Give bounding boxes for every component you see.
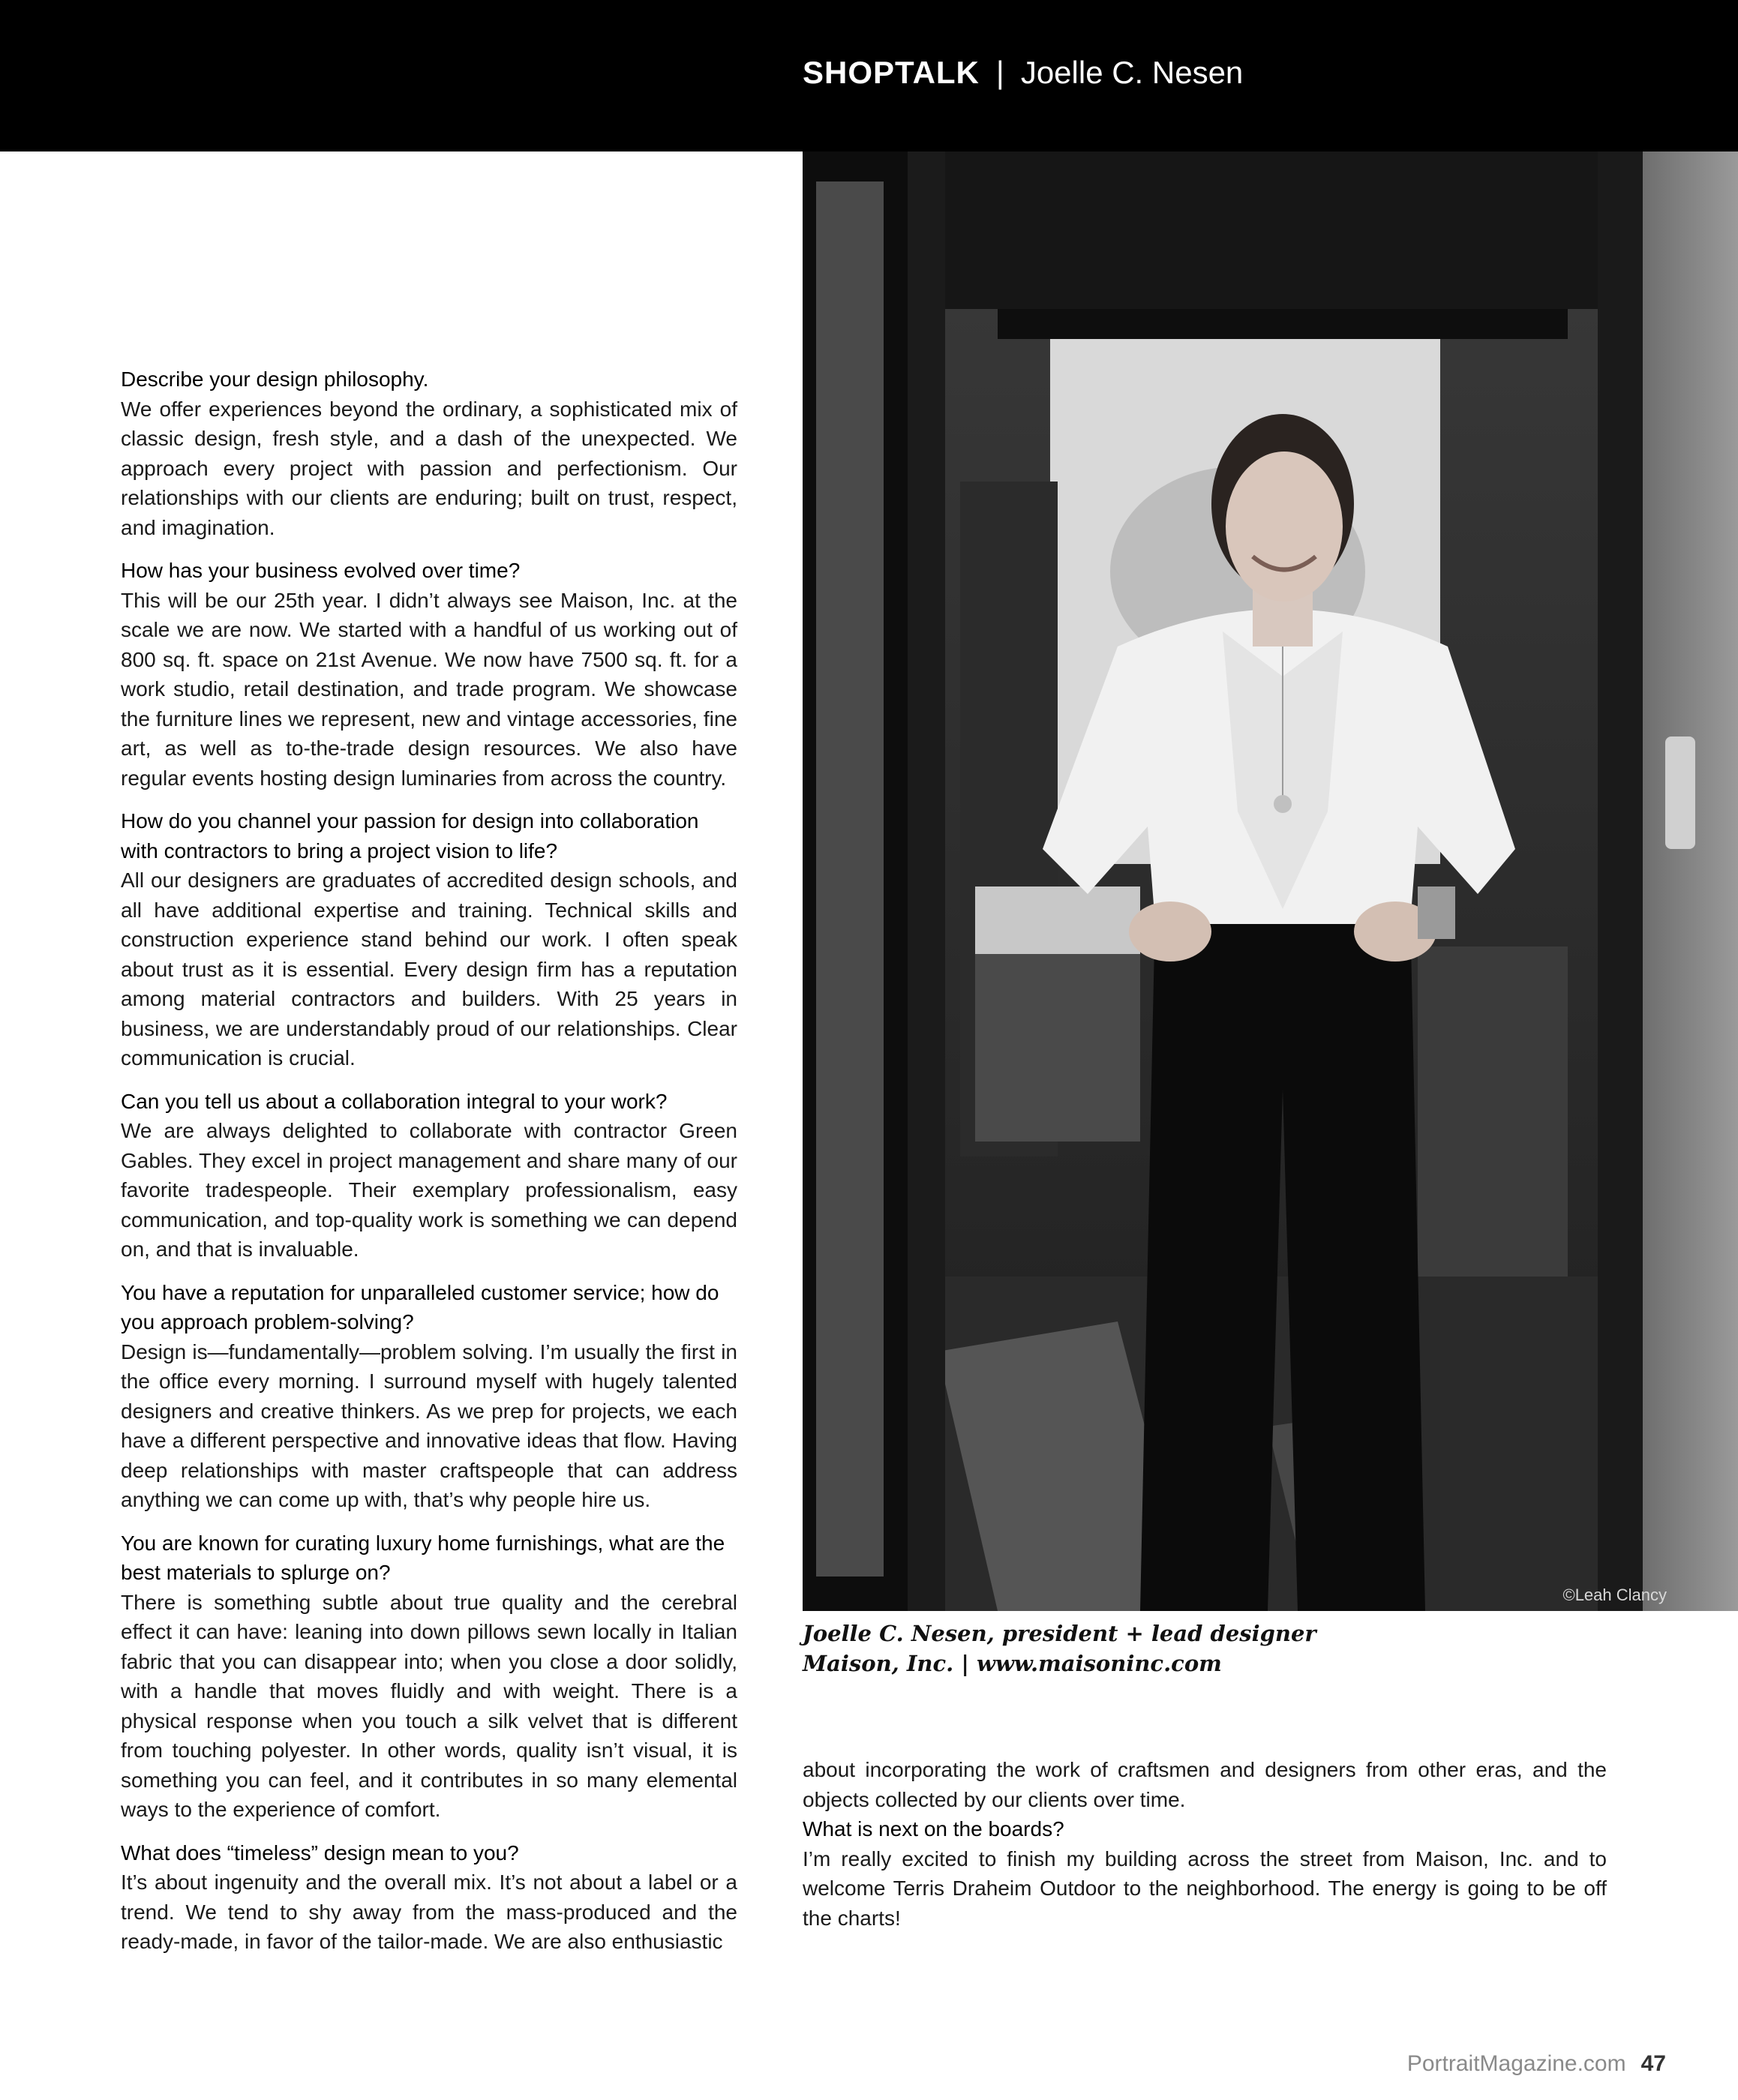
page-footer	[1407, 2051, 1666, 2077]
question: You are known for curating luxury home furnishings, what are the best materials to splurge on?	[121, 1531, 725, 1584]
profile-name: Joelle C. Nesen	[1020, 55, 1244, 90]
caption-line: Joelle C. Nesen, president + lead designer	[803, 1621, 1316, 1646]
right-column	[803, 1755, 1607, 1946]
answer: We offer experiences beyond the ordinary, a sophisticated mix of classic design, fresh style, and a dash of the unexpected. We approach every project with passion and perfectionism. Our relationships with our clients are enduring; built on trust, respect, and imagination.	[121, 397, 737, 539]
question: What is next on the boards?	[803, 1817, 1064, 1840]
left-column	[121, 364, 737, 1970]
caption-line: Maison, Inc. | www.maisoninc.com	[803, 1651, 1222, 1676]
answer-continuation: about incorporating the work of craftsmen and designers from other eras, and the objects collected by our clients over time.	[803, 1758, 1607, 1811]
qa-item	[121, 1838, 737, 1957]
answer: I’m really excited to finish my building across the street from Maison, Inc. and to welcome Terris Draheim Outdoor to the neighborhood. The energy is going to be off the charts!	[803, 1846, 1607, 1930]
portrait-photo	[803, 152, 1738, 1611]
section-label: SHOPTALK	[803, 55, 980, 90]
answer: It’s about ingenuity and the overall mix. It’s not about a label or a trend. We tend to shy away from the mass-produced and the ready-made, in favor of the tailor-made. We are also enthusiastic	[121, 1870, 737, 1953]
qa-item	[121, 364, 737, 542]
question: You have a reputation for unparalleled customer service; how do you approach problem-solving?	[121, 1280, 719, 1334]
photo-caption	[803, 1618, 1628, 1678]
qa-item	[803, 1814, 1607, 1933]
qa-item	[121, 556, 737, 793]
answer: All our designers are graduates of accredited design schools, and all have additional expertise and training. Technical skills and construction experience stand behind our work. I often speak about trust as it is essential. Every design firm has a reputation among material contractors and builders. With 25 years in business, we are understandably proud of our relationships. Clear communication is crucial.	[121, 868, 737, 1070]
page-number: 47	[1640, 2051, 1666, 2076]
answer: This will be our 25th year. I didn’t always see Maison, Inc. at the scale we are now. We started with a handful of us working out of 800 sq. ft. space on 21st Avenue. We now have 7500 sq. ft. for a work studio, retail destination, and trade program. We showcase the furniture lines we represent, new and vintage accessories, fine art, as well as to-the-trade design resources. We also have regular events hosting design luminaries from across the country.	[121, 588, 737, 790]
question: How has your business evolved over time?	[121, 559, 521, 582]
answer: Design is—fundamentally—problem solving. I’m usually the first in the office every morning. I surround myself with hugely talented designers and creative thinkers. As we prep for projects, we each have a different perspective and innovative ideas that flow. Having deep relationships with master craftspeople that can address anything we can come up with, that’s why people hire us.	[121, 1340, 737, 1511]
footer-site-link[interactable]: PortraitMagazine.com	[1406, 2051, 1626, 2076]
qa-item	[121, 1087, 737, 1264]
answer: We are always delighted to collaborate with contractor Green Gables. They excel in project management and share many of our favorite tradespeople. Their exemplary professionalism, easy communication, and top-quality work is something we can depend on, and that is invaluable.	[121, 1119, 737, 1261]
question: Can you tell us about a collaboration integral to your work?	[121, 1089, 668, 1113]
qa-item	[121, 1528, 737, 1825]
question: How do you channel your passion for design into collaboration with contractors to bring a project vision to life?	[121, 809, 699, 862]
photo-credit: ©Leah Clancy	[1562, 1586, 1667, 1604]
answer: There is something subtle about true quality and the cerebral effect it can have: leaning into down pillows sewn locally in Italian fabric that you can disappear into; when you close a door solidly, with a handle that moves fluidly and with weight. There is a physical response when you touch a silk velvet that is different from touching polyester. In other words, quality isn’t visual, it is something you can feel, and it contributes in so many elemental ways to the experience of comfort.	[121, 1590, 737, 1821]
question: Describe your design philosophy.	[121, 368, 429, 391]
qa-item	[121, 806, 737, 1073]
header-title	[803, 57, 1243, 88]
qa-item	[121, 1278, 737, 1515]
header-separator: |	[995, 55, 1004, 90]
question: What does “timeless” design mean to you?	[121, 1840, 519, 1864]
portrait-illustration	[803, 152, 1738, 1611]
